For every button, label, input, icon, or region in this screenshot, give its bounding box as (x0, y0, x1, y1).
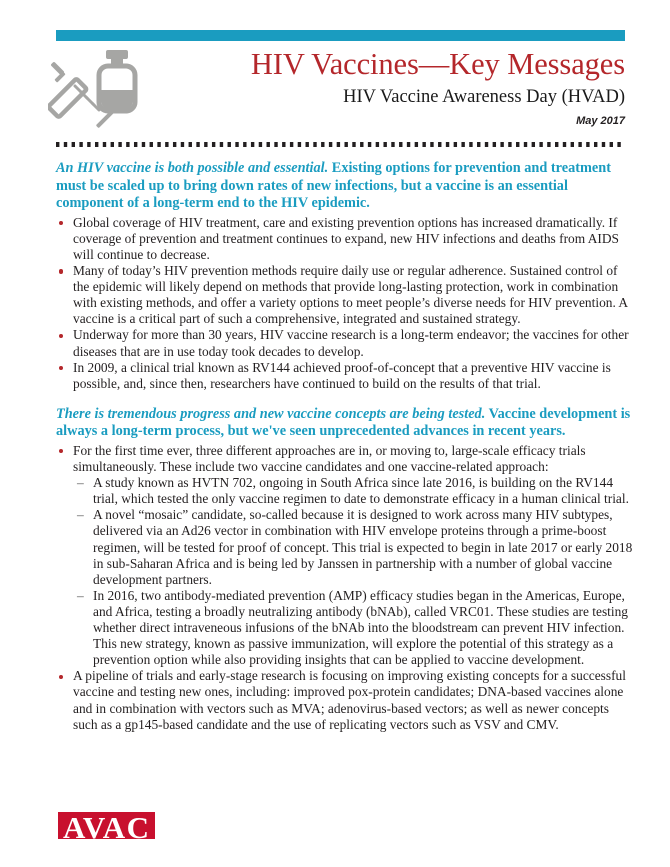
sub-list-item-text: A novel “mosaic” candidate, so-called because it is designed to work across many HIV subtypes, delivered via an Ad26 vector in combination with HIV envelope proteins through a prime-boost regimen, will be tested for proof of concept. This trial is expected to begin in late 2017 or early 2018 in sub-Saharan Africa and is being led by Janssen in partnership with a number of global vaccine development partners. (93, 507, 633, 587)
list-item-text: Global coverage of HIV treatment, care and existing prevention options has increased dramatically. If coverage of prevention and treatment continues to expand, new HIV infections and deaths from AIDS will continue to decrease. (73, 214, 620, 262)
list-item-text: For the first time ever, three different approaches are in, or moving to, large-scale efficacy trials simultaneously. These include two vaccine candidates and one vaccine-related approach: (73, 443, 586, 475)
dotted-divider (56, 142, 625, 147)
syringe-and-vial-icon (48, 48, 152, 130)
document-body (56, 160, 636, 733)
publication-date: May 2017 (576, 115, 625, 127)
avac-logo (58, 812, 155, 839)
section-tremendous-progress (56, 406, 636, 733)
title-block (160, 46, 625, 129)
sub-list-item (76, 475, 636, 507)
list-item (56, 263, 636, 327)
section-heading (56, 160, 636, 213)
bullet-list (56, 215, 636, 392)
sub-bullet-list (73, 475, 636, 668)
sub-list-item-text: In 2016, two antibody-mediated prevention (AMP) efficacy studies began in the Americas, Europe, and Africa, testing a broadly neutralizing antibody (bNAb), called VRC01. These studies are testing whether direct intraveneous infusions of the bNAb into the bloodstream can prevent HIV infection. This new strategy, known as passive immunization, will explore the potential of this strategy as a prevention option while also providing insights that can be applied to vaccine development. (93, 587, 628, 668)
list-item (56, 360, 636, 392)
avac-logo-text: AVAC (63, 812, 151, 839)
list-item (56, 668, 636, 732)
section-heading-rest: Vaccine development is always a long-term process, but we've seen unprecedented advances in recent years. (56, 405, 631, 440)
section-heading-lead: An HIV vaccine is both possible and essential. (56, 160, 329, 176)
list-item (56, 327, 636, 359)
list-item-text: In 2009, a clinical trial known as RV144 achieved proof-of-concept that a preventive HIV vaccine is possible, and, since then, researchers have continued to build on the results of that trial. (73, 359, 611, 391)
list-item (56, 215, 636, 263)
section-heading (56, 406, 636, 441)
list-item-text: Many of today’s HIV prevention methods require daily use or regular adherence. Sustained control of the epidemic will likely depend on methods that provide long-lasting protection, work in combination with existing methods, and offer a variety options to meet people’s diverse needs for HIV prevention. A vaccine is a critical part of such a comprehensive, integrated and sustained strategy. (73, 263, 628, 327)
section-spacer (56, 392, 636, 406)
list-item (56, 443, 636, 668)
sub-list-item (76, 507, 636, 587)
section-heading-lead: There is tremendous progress and new vaccine concepts are being tested. (56, 405, 486, 422)
list-item-text: A pipeline of trials and early-stage research is focusing on improving existing concepts for a successful vaccine and testing new ones, including: improved pox-protein candidates; DNA-based vaccines alone and in combination with vectors such as MVA; adenovirus-based vectors; as well as newer concepts such as a gp145-based candidate and the use of replicating vectors such as VSV and CMV. (73, 668, 626, 732)
bullet-list (56, 443, 636, 733)
sub-list-item-text: A study known as HVTN 702, ongoing in South Africa since late 2016, is building on the RV144 trial, which tested the only vaccine regimen to date to demonstrate efficacy in a human clinical trial. (93, 475, 629, 507)
sub-list-item (76, 588, 636, 668)
section-heading-rest: Existing options for prevention and treatment must be scaled up to bring down rates of new infections, but a vaccine is an essential component of a long-term end to the HIV epidemic. (56, 160, 611, 212)
section-possible-and-essential (56, 160, 636, 392)
page-subtitle: HIV Vaccine Awareness Day (HVAD) (343, 87, 625, 107)
page-title: HIV Vaccines—Key Messages (250, 47, 625, 81)
header-accent-bar (56, 30, 625, 41)
list-item-text: Underway for more than 30 years, HIV vaccine research is a long-term endeavor; the vaccines for other diseases that are in use today took decades to develop. (73, 327, 629, 359)
